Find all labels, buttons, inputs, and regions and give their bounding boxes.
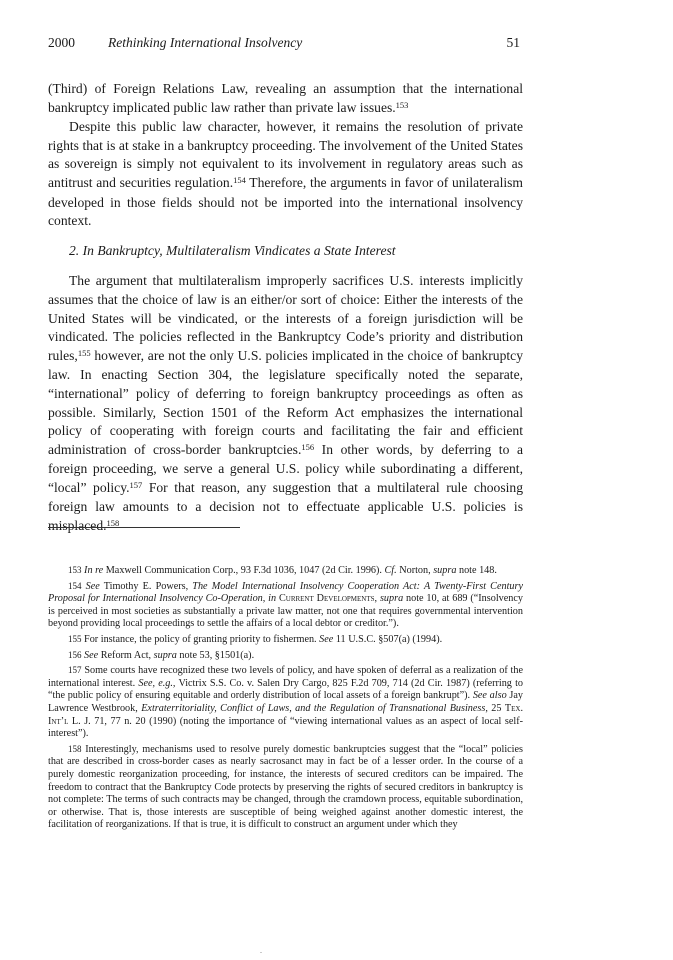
paragraph-2: Despite this public law character, however, it remains the resolution of private rights that is at stake in a bankruptcy proceeding. The involvement of the United States as sovereign is simply not equivalent to its involvement in regulatory areas such as antitrust and securities regulation.$^{154}$ Therefore, the arguments in favor of unilateralism developed in those fields should not be imported into the international insolvency context. <box>48 119 523 229</box>
paragraph-1: (Third) of Foreign Relations Law, revealing an assumption that the international bankruptcy implicated public law rather than private law issues.$^{153}$ <box>48 81 523 115</box>
section-heading: 2. In Bankruptcy, Multilateralism Vindicates a State Interest <box>69 242 396 258</box>
page-number: 51 <box>506 35 520 50</box>
paragraph-3: The argument that multilateralism improperly sacrifices U.S. interests implicitly assumes that the choice of law is an either/or sort of choice: Either the interests of the United States will be vindicated, or the interests of a foreign jurisdiction will be vindicated. The policies reflected in the Bankruptcy Code’s priority and distribution rules,$^{155}$ however, are not the only U.S. policies implicated in the choice of bankruptcy law. In enacting Section 304, the legislature specifically noted the separate, “international” policy of deferring to foreign bankruptcy proceedings as often as possible. Similarly, Section 1501 of the Reform Act emphasizes the international policy of cooperating with foreign courts and facilitating the fair and efficient administration of cross-border bankruptcies.$^{156}$ In other words, by deferring to a foreign proceeding, we serve a general U.S. policy while subordinating a different, “local” policy.$^{157}$ For that reason, any suggestion that a multilateral rule choosing foreign law amounts to a decision not to effectuate applicable U.S. policies is misplaced.$^{158}$ <box>48 273 523 534</box>
header-running-title: Rethinking International Insolvency <box>108 35 303 50</box>
footnote-divider <box>48 527 240 528</box>
footnote-ref-153[interactable]: 153 <box>395 99 409 110</box>
footnote-ref-155[interactable]: 155 <box>77 347 91 358</box>
header-year: 2000 <box>48 35 75 50</box>
footnote-155: 155 For instance, the policy of granting priority to fishermen. See 11 U.S.C. §507(a) (1994). <box>68 633 443 645</box>
footnote-ref-156[interactable]: 156 <box>301 441 315 452</box>
body-text <box>48 80 523 537</box>
footnotes <box>48 564 523 834</box>
footnote-ref-154[interactable]: 154 <box>233 174 246 185</box>
footnote-154: 154 See Timothy E. Powers, The Model International Insolvency Cooperation Act: A Twenty-First Century Proposal for International Insolvency Co-Operation, in Current Developments, supra note 10, at 689 (“Insolvency is perceived in most societies as substantially a private law matter, not one that requires governmental intervention beyond providing local proceedings to settle the affairs of a local debtor or creditor.”). <box>48 580 523 630</box>
footnote-ref-158[interactable]: 158 <box>106 518 120 529</box>
footnote-157: 157 Some courts have recognized these two levels of policy, and have spoken of deferral as a realization of the international interest. See, e.g., Victrix S.S. Co. v. Salen Dry Cargo, 825 F.2d 709, 714 (2d Cir. 1987) (referring to “the public policy of ensuring equitable and orderly distribution of local assets of a foreign bankrupt”). See also Jay Lawrence Westbrook, Extraterritoriality, Conflict of Laws, and the Regulation of Transnational Business, 25 Tex. Int’l L. J. 71, 77 n. 20 (1990) (noting the importance of “viewing international values as an aspect of local self-interest”). <box>48 665 523 740</box>
scan-mark: . <box>260 946 262 955</box>
footnote-ref-157[interactable]: 157 <box>129 479 143 490</box>
footnote-158: 158 Interestingly, mechanisms used to resolve purely domestic bankruptcies suggest that the “local” policies that are described in cross-border cases as nearly sacrosanct may in fact be of a lesser order. In the course of a purely domestic reorganization proceeding, for instance, the interests of secured creditors can be impaired. The freedom to contract that the Bankruptcy Code protects by preserving the rights of secured creditors in bankruptcy is not complete: The terms of such contracts may be changed, through the cramdown process, equitable subordination, or otherwise. That is, those interests are susceptible of being weighed against another domestic interest, the facilitation of reorganizations. If that is true, it is difficult to construct an argument under which they <box>48 743 523 831</box>
footnote-156: 156 See Reform Act, supra note 53, §1501(a). <box>68 649 255 661</box>
footnote-153: 153 In re Maxwell Communication Corp., 93 F.3d 1036, 1047 (2d Cir. 1996). Cf. Norton, supra note 148. <box>68 565 497 576</box>
